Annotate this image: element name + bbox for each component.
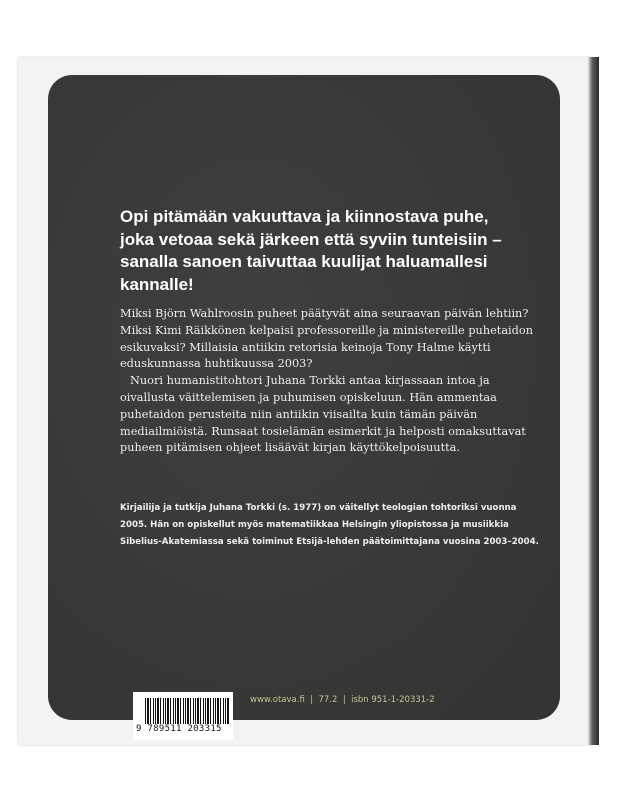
blurb-paragraph: Nuori humanistitohtori Juhana Torkki antaa kirjassaan intoa ja oivallusta väittelemisen ja puhumisen opiskeluun. Hän ammentaa puhetaidon perusteita niin antiikin viisailta kuin tämän päivän mediailmiöistä. Runsaat tosielämän esimerkit ja helposti omaksuttavat puheen pitämisen ohjeet lisäävät kirjan käyttökelpoisuutta. xyxy=(120,374,526,455)
barcode-digits: 9 789511 203315 xyxy=(136,724,222,734)
headline: Opi pitämään vakuuttava ja kiinnostava puhe, joka vetoaa sekä järkeen että syviin tunteisiin – sanalla sanoen taivuttaa kuulijat haluamallesi kannalle! xyxy=(120,207,502,294)
blurb xyxy=(120,306,540,457)
barcode-bars xyxy=(145,698,229,724)
barcode xyxy=(133,692,233,740)
author-bio: Kirjailija ja tutkija Juhana Torkki (s. 1977) on väitellyt teologian tohtoriksi vuonna 2005. Hän on opiskellut myös matematiikkaa Helsingin yliopistossa ja musiikkia Sibelius-Akatemiassa sekä toiminut Etsijä-lehden päätoimittajana vuosina 2003–2004. xyxy=(120,503,539,548)
book-spine xyxy=(588,57,599,745)
blurb-paragraph: Miksi Björn Wahlroosin puheet päätyvät aina seuraavan päivän lehtiin? Miksi Kimi Räikkönen kelpaisi professoreille ja ministereille puhetaidon esikuvaksi? Millaisia antiikin retorisia keinoja Tony Halme käytti eduskunnassa huhtikuussa 2003? xyxy=(120,307,533,371)
publisher-info: www.otava.fi | 77.2 | isbn 951-1-20331-2 xyxy=(250,695,435,705)
